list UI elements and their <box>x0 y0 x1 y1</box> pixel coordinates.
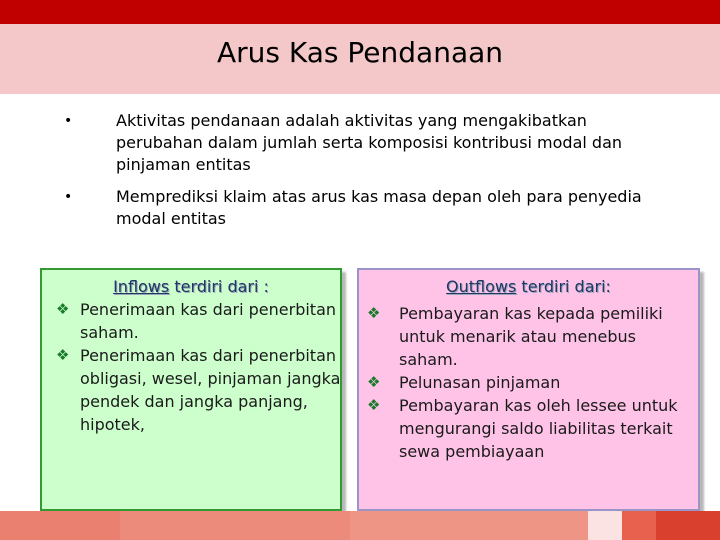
footer-segment <box>120 511 350 540</box>
slide-title: Arus Kas Pendanaan <box>216 36 503 69</box>
footer-segment <box>656 511 720 540</box>
diamond-bullet-icon: ❖ <box>56 300 70 318</box>
outflows-item <box>359 394 697 463</box>
inflows-heading-rest: terdiri dari : <box>169 277 269 296</box>
bullet-text: Memprediksi klaim atas arus kas masa depan oleh para penyedia modal entitas <box>116 187 642 228</box>
inflows-heading-key: Inflows <box>113 277 170 296</box>
outflows-item <box>359 302 697 371</box>
inflows-heading <box>42 276 340 298</box>
inflows-box <box>40 268 342 511</box>
outflows-item <box>359 371 697 394</box>
top-accent-bar <box>0 0 720 24</box>
footer-segment <box>622 511 656 540</box>
diamond-bullet-icon: ❖ <box>367 396 381 414</box>
outflows-item-text: Pelunasan pinjaman <box>399 373 561 392</box>
outflows-item-text: Pembayaran kas oleh lessee untuk mengurangi saldo liabilitas terkait sewa pembiayaan <box>399 396 678 461</box>
bullet-text: Aktivitas pendanaan adalah aktivitas yang mengakibatkan perubahan dalam jumlah serta komposisi kontribusi modal dan pinjaman entitas <box>116 111 623 174</box>
footer-segment <box>588 511 622 540</box>
diamond-bullet-icon: ❖ <box>56 346 70 364</box>
inflows-item <box>50 344 342 436</box>
footer-segment <box>350 511 588 540</box>
outflows-heading <box>359 276 698 298</box>
bullet-marker: • <box>64 113 73 129</box>
outflows-heading-rest: terdiri dari: <box>516 277 611 296</box>
diamond-bullet-icon: ❖ <box>367 304 381 322</box>
bullet-marker: • <box>64 189 73 205</box>
inflows-item-text: Penerimaan kas dari penerbitan obligasi, wesel, pinjaman jangka pendek dan jangka panjang, hipotek, <box>80 346 341 434</box>
outflows-box <box>357 268 700 511</box>
outflows-heading-key: Outflows <box>446 277 517 296</box>
inflows-item <box>50 298 342 344</box>
diamond-bullet-icon: ❖ <box>367 373 381 391</box>
inflows-item-text: Penerimaan kas dari penerbitan saham. <box>80 300 337 342</box>
outflows-item-text: Pembayaran kas kepada pemiliki untuk menarik atau menebus saham. <box>399 304 663 369</box>
